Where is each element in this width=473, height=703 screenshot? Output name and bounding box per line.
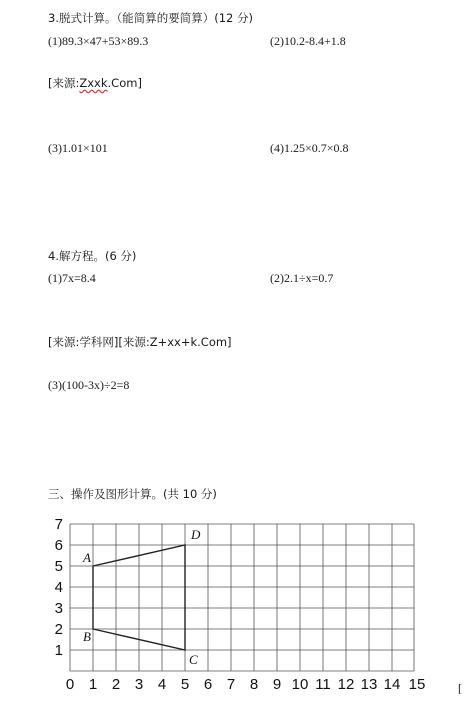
source-suffix: .Com] — [107, 76, 142, 90]
section3-question-2: (2)10.2-8.4+1.8 — [270, 34, 346, 48]
x-tick-label: 13 — [360, 676, 378, 693]
x-tick-label: 8 — [249, 676, 259, 693]
x-tick-label: 11 — [315, 676, 331, 693]
x-tick-label: 14 — [383, 676, 401, 693]
point-label-B: B — [83, 629, 91, 644]
section3-question-3: (3)1.01×101 — [48, 141, 108, 155]
trapezoid-shape — [82, 527, 201, 667]
y-tick-label: 6 — [54, 537, 63, 554]
section3-question-1: (1)89.3×47+53×89.3 — [48, 34, 149, 48]
x-tick-label: 5 — [180, 676, 190, 693]
section-three-title: 三、操作及图形计算。(共 10 分) — [48, 487, 217, 501]
point-label-A: A — [83, 550, 91, 565]
source-prefix: [来源: — [48, 76, 80, 90]
source-link: Zxxk — [79, 76, 108, 90]
axis-ticks — [55, 516, 426, 693]
point-label-C: C — [189, 652, 198, 667]
x-tick-label: 2 — [111, 676, 121, 693]
section4-question-2: (2)2.1÷x=0.7 — [270, 271, 334, 285]
section4-title: 4.解方程。(6 分) — [48, 249, 137, 263]
x-tick-label: 0 — [65, 676, 75, 693]
source-note-2: [来源:学科网][来源:Z+xx+k.Com] — [48, 335, 232, 349]
section3-title: 3.脱式计算。（能简算的要简算）(12 分) — [48, 11, 253, 25]
y-tick-label: 7 — [54, 516, 63, 533]
x-tick-label: 7 — [226, 676, 236, 693]
grid-lines — [70, 524, 414, 671]
corner-bracket: [ — [458, 681, 462, 695]
section3-question-4: (4)1.25×0.7×0.8 — [270, 141, 349, 155]
x-tick-label: 15 — [408, 676, 426, 693]
section4-question-1: (1)7x=8.4 — [48, 271, 96, 285]
x-tick-label: 1 — [88, 676, 98, 693]
x-tick-label: 3 — [134, 676, 144, 693]
y-tick-label: 5 — [54, 558, 63, 575]
y-tick-label: 2 — [54, 621, 63, 638]
y-tick-label: 3 — [54, 600, 63, 617]
y-tick-label: 1 — [54, 642, 63, 659]
x-tick-label: 6 — [203, 676, 213, 693]
x-tick-label: 10 — [291, 676, 309, 693]
point-label-D: D — [191, 527, 201, 542]
y-tick-label: 4 — [54, 579, 63, 596]
section4-question-3: (3)(100-3x)÷2=8 — [48, 378, 130, 392]
x-tick-label: 4 — [157, 676, 167, 693]
x-tick-label: 9 — [272, 676, 282, 693]
x-tick-label: 12 — [337, 676, 355, 693]
